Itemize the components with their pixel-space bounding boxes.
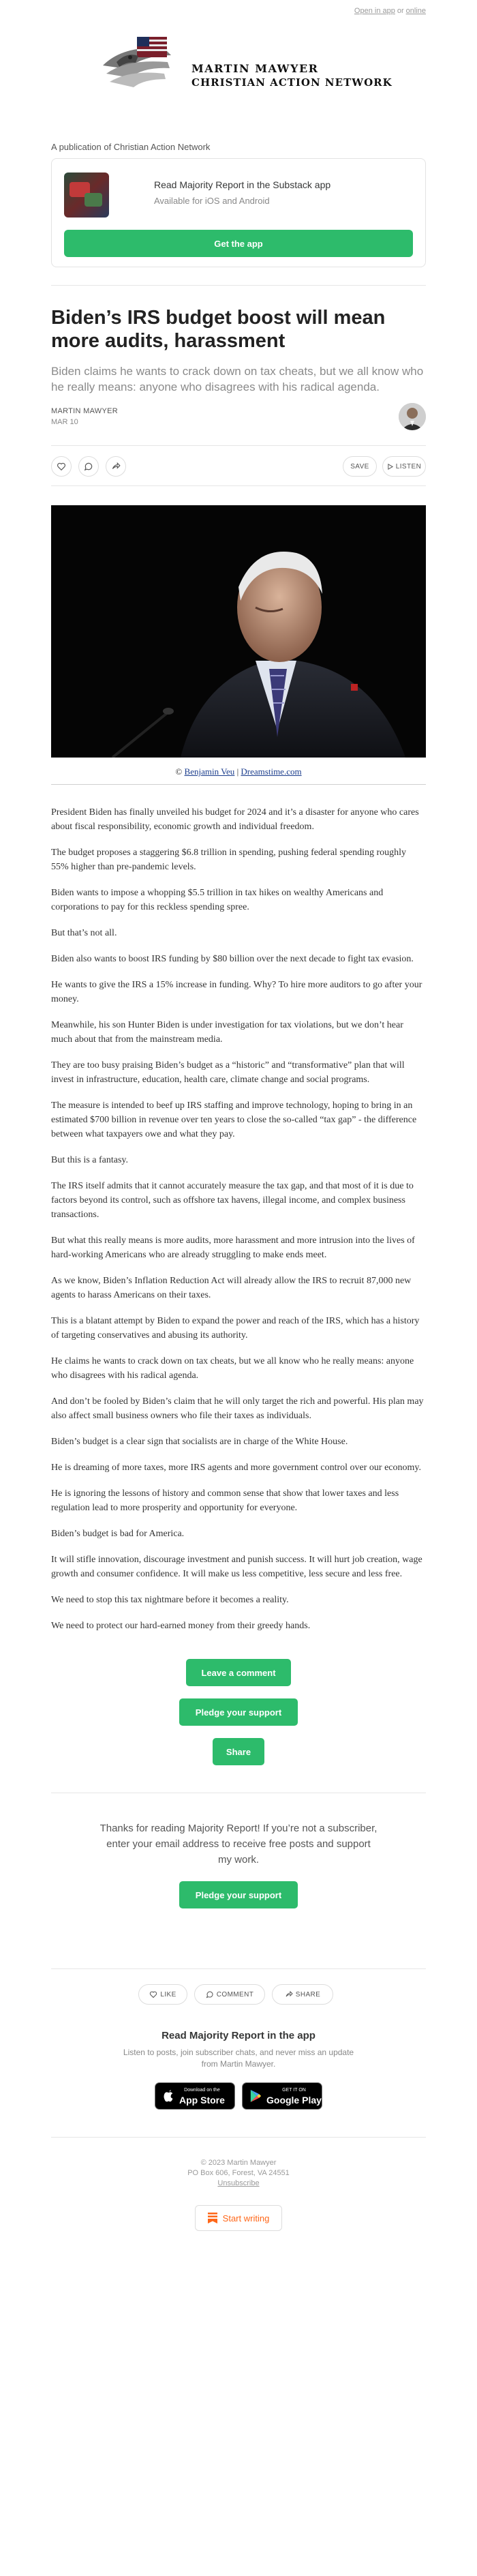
post-title[interactable]: Biden’s IRS budget boost will mean more audits, harassment	[51, 307, 386, 352]
google-play-big-text: Google Play	[266, 2095, 322, 2106]
body-paragraph: The IRS itself admits that it cannot accurately measure the tax gap, and that most of it is due to factors beyond its control, such as offshore tax havens, illegal income, and complex business transactions.	[51, 1181, 414, 1220]
app-store-small-text: Download on the	[184, 2088, 220, 2093]
caption-divider: |	[236, 766, 239, 777]
body-paragraph: The measure is intended to beef up IRS staffing and improve technology, hoping to bring in an estimated $700 billion in revenue over ten years to close the so-called “tax gap” - the difference between what taxpayers owe and what they pay.	[51, 1100, 417, 1139]
body-paragraph: They are too busy praising Biden’s budget as a “historic” and “transformative” plan that will invest in infrastructure, education, health care, climate change and social programs.	[51, 1060, 405, 1085]
body-paragraph: Biden’s budget is bad for America.	[51, 1529, 185, 1539]
eagle-flag-icon	[96, 25, 178, 106]
author-avatar[interactable]	[399, 403, 426, 430]
logo-text	[191, 61, 393, 90]
body-paragraph: But this is a fantasy.	[51, 1155, 129, 1165]
listen-label: LISTEN	[395, 462, 422, 470]
app-promo-subtitle: Available for iOS and Android	[154, 196, 270, 206]
comment-button-bottom[interactable]	[194, 1984, 265, 2005]
subscribe-row	[51, 1881, 426, 1943]
comment-button[interactable]	[78, 456, 99, 477]
post-body	[51, 805, 426, 1633]
subscribe-message: Thanks for reading Majority Report! If you’re not a subscriber, enter your email address to receive free posts and support my work.	[99, 1823, 378, 1866]
start-writing-label: Start writing	[222, 2213, 270, 2223]
share-label: SHARE	[295, 1990, 321, 1998]
share-button[interactable]	[106, 456, 126, 477]
body-paragraph: We need to protect our hard-earned money from their greedy hands.	[51, 1621, 311, 1631]
email-page	[51, 0, 426, 2250]
heart-icon	[57, 462, 66, 471]
caption-source-link[interactable]: Dreamstime.com	[241, 766, 302, 777]
body-paragraph: Biden’s budget is a clear sign that socialists are in charge of the White House.	[51, 1437, 348, 1447]
app-store-badge[interactable]	[155, 2082, 235, 2110]
google-play-icon	[249, 2089, 262, 2103]
cta-buttons	[51, 1659, 426, 1765]
comment-icon	[84, 462, 93, 471]
logo-line-2: CHRISTIAN ACTION NETWORK	[191, 76, 393, 89]
app-store-big-text: App Store	[179, 2095, 225, 2106]
substack-logo-icon	[208, 2213, 217, 2223]
body-paragraph: But what this really means is more audits, more harassment and more intrusion into the lives of hard-working Americans who are already struggling to make ends meet.	[51, 1235, 415, 1260]
listen-button[interactable]	[382, 456, 426, 477]
post-subtitle: Biden claims he wants to crack down on tax cheats, but we all know who he really means: anyone who disagrees with his radical agenda.	[51, 365, 424, 393]
body-paragraph: He is ignoring the lessons of history and common sense that show that lower taxes and less regulation lead to more prosperity and opportunity for everyone.	[51, 1488, 399, 1513]
body-paragraph: But that’s not all.	[51, 928, 117, 938]
caption-divider-line	[51, 784, 426, 785]
body-paragraph: We need to stop this tax nightmare before it becomes a reality.	[51, 1595, 289, 1605]
publication-logo[interactable]	[51, 15, 426, 131]
body-paragraph: He wants to give the IRS a 15% increase in funding. Why? To hire more auditors to go after your money.	[51, 980, 422, 1004]
share-button-bottom[interactable]	[272, 1984, 333, 2005]
app-store-badges	[51, 2082, 426, 2110]
pledge-support-button[interactable]: Pledge your support	[179, 1698, 298, 1726]
google-play-small-text: GET IT ON	[282, 2088, 306, 2093]
share-icon	[111, 462, 121, 471]
hero-image[interactable]	[51, 505, 426, 758]
like-label: LIKE	[160, 1990, 176, 1998]
footer-address: PO Box 606, Forest, VA 24551	[187, 2169, 290, 2177]
google-play-badge[interactable]	[242, 2082, 322, 2110]
get-the-app-button[interactable]: Get the app	[64, 230, 413, 257]
open-in-app-link[interactable]: Open in app	[354, 7, 395, 15]
body-paragraph: Biden wants to impose a whopping $5.5 trillion in tax hikes on wealthy Americans and corporations to pay for this reckless spending spree.	[51, 888, 384, 912]
body-paragraph: He claims he wants to crack down on tax cheats, but we all know who he really means: anyone who disagrees with his radical agenda.	[51, 1356, 414, 1381]
save-label: SAVE	[350, 462, 369, 470]
body-paragraph: Biden also wants to boost IRS funding by $80 billion over the next decade to fight tax evasion.	[51, 954, 414, 964]
body-paragraph: As we know, Biden’s Inflation Reduction Act will already allow the IRS to recruit 87,000 new agents to harass Americans on their taxes.	[51, 1276, 412, 1300]
body-paragraph: President Biden has finally unveiled his budget for 2024 and it’s a disaster for anyone who cares about fiscal responsibility, economic growth and individual freedom.	[51, 807, 419, 832]
app-promo-card	[51, 158, 426, 267]
author-name[interactable]: MARTIN MAWYER	[51, 407, 119, 415]
like-button[interactable]	[51, 456, 72, 477]
publication-line: A publication of Christian Action Network	[51, 142, 211, 152]
save-button[interactable]	[343, 456, 377, 477]
post-actions-bar	[51, 445, 426, 486]
share-icon	[285, 1990, 293, 1998]
comment-label: COMMENT	[216, 1990, 254, 1998]
leave-comment-button[interactable]: Leave a comment	[186, 1659, 291, 1686]
byline	[51, 402, 426, 438]
share-cta-button[interactable]: Share	[213, 1738, 264, 1765]
online-link[interactable]: online	[405, 7, 426, 15]
bottom-actions-bar	[51, 1968, 426, 2009]
pledge-support-subscribe-button[interactable]: Pledge your support	[179, 1881, 298, 1908]
footer	[51, 2137, 426, 2250]
body-paragraph: The budget proposes a staggering $6.8 trillion in spending, pushing federal spending roughly 55% higher than pre-pandemic levels.	[51, 848, 407, 872]
read-in-app-description: Listen to posts, join subscriber chats, and never miss an update from Martin Mawyer.	[123, 2048, 354, 2069]
body-paragraph: This is a blatant attempt by Biden to expand the power and reach of the IRS, which has a history of targeting conservatives and abusing its authority.	[51, 1316, 420, 1341]
logo-line-1: MARTIN MAWYER	[191, 62, 319, 75]
caption-photographer-link[interactable]: Benjamin Veu	[184, 766, 235, 777]
body-paragraph: And don’t be fooled by Biden’s claim that he will only target the rich and powerful. His plan may also affect small business owners who file their taxes as individuals.	[51, 1396, 424, 1421]
unsubscribe-link[interactable]: Unsubscribe	[217, 2179, 260, 2187]
body-paragraph: It will stifle innovation, discourage investment and punish success. It will hurt job creation, wage growth and consumer confidence. It will make us less competitive, less secure and less free.	[51, 1555, 422, 1579]
app-promo-title: Read Majority Report in the Substack app	[154, 179, 331, 190]
body-paragraph: Meanwhile, his son Hunter Biden is under investigation for tax violations, but we don’t hear much about that from the mainstream media.	[51, 1020, 403, 1045]
apple-icon	[162, 2089, 174, 2103]
like-button-bottom[interactable]	[138, 1984, 187, 2005]
divider	[51, 285, 426, 286]
read-in-app-section	[51, 2030, 426, 2110]
post-date: MAR 10	[51, 418, 78, 426]
caption-prefix: ©	[175, 766, 183, 777]
publication-thumbnail	[64, 173, 109, 218]
image-caption	[51, 766, 426, 777]
read-in-app-heading: Read Majority Report in the app	[161, 2030, 316, 2041]
start-writing-button[interactable]	[195, 2205, 283, 2231]
heart-icon	[149, 1990, 157, 1998]
play-icon	[387, 464, 393, 470]
footer-copyright: © 2023 Martin Mawyer	[200, 2159, 277, 2167]
top-links-separator: or	[397, 7, 404, 15]
top-links	[51, 0, 426, 15]
body-paragraph: He is dreaming of more taxes, more IRS agents and more government control over our economy.	[51, 1463, 421, 1473]
comment-icon	[206, 1990, 214, 1998]
